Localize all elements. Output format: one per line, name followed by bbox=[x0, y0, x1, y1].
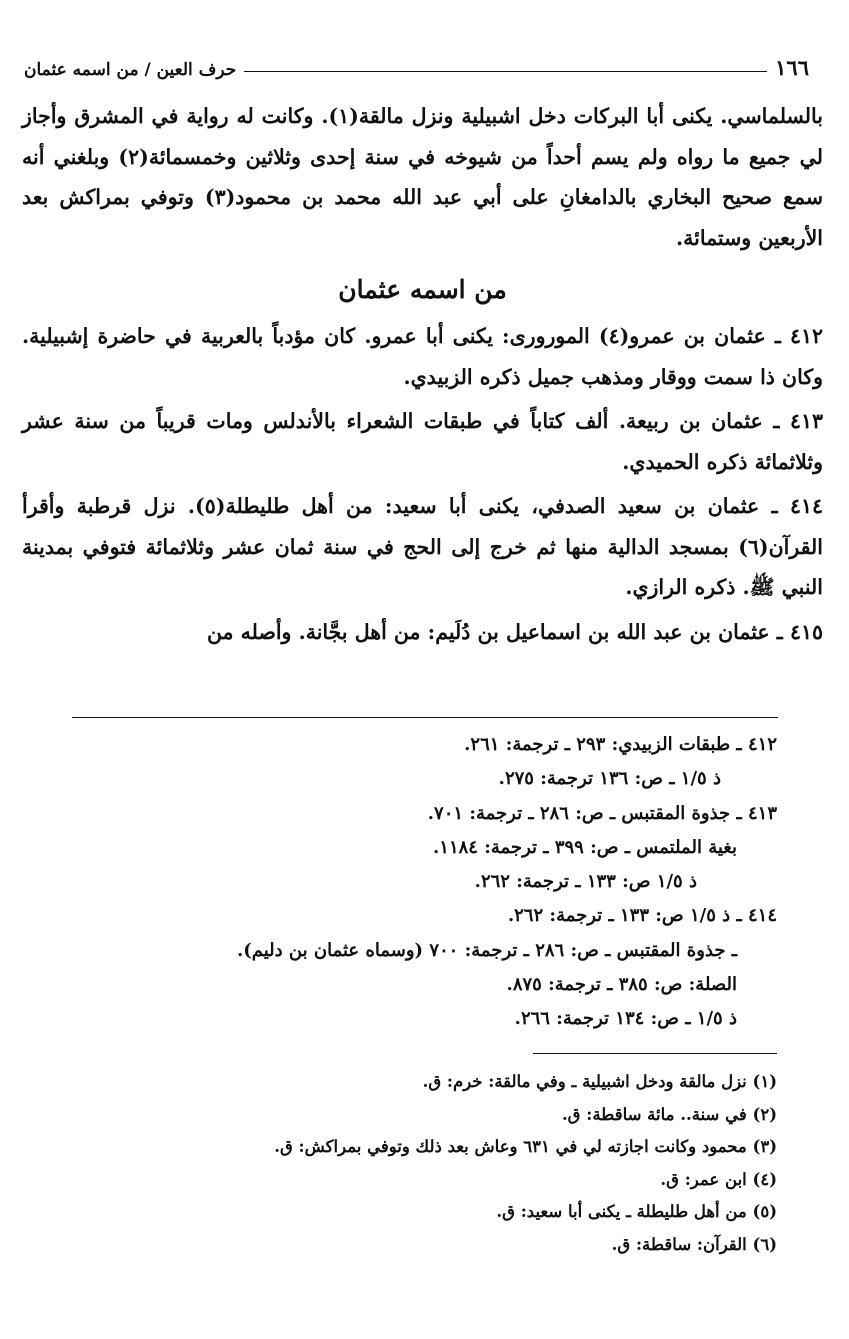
source-line: ذ ١/٥ ص: ١٣٣ ـ ترجمة: ٢٦٢. bbox=[474, 871, 697, 893]
entry-413: ٤١٣ ـ عثمان بن ربيعة. ألف كتاباً في طبقات الشعراء بالأندلس ومات قريباً من سنة عشر وثلاثمائة ذكره الحميدي. bbox=[22, 409, 823, 474]
section-title: من اسمه عثمان bbox=[338, 275, 507, 304]
header-title: حرف العين / من اسمه عثمان bbox=[24, 60, 237, 80]
source-line: ـ جذوة المقتبس ـ ص: ٢٨٦ ـ ترجمة: ٧٠٠ (وسماه عثمان بن دليم). bbox=[236, 939, 737, 961]
footnote-2: (٢) في سنة.. مائة ساقطة: ق. bbox=[561, 1104, 777, 1124]
source-line: ذ ١/٥ ـ ص: ١٣٤ ترجمة: ٢٦٦. bbox=[514, 1008, 737, 1030]
header-rule bbox=[244, 71, 767, 72]
footnotes-divider bbox=[533, 1053, 777, 1054]
intro-paragraph: بالسلماسي. يكنى أبا البركات دخل اشبيلية ونزل مالقة(١). وكانت له رواية في المشرق وأجاز لي جميع ما رواه ولم يسم أحداً من شيوخه في سنة إحدى وثلاثين وخمسمائة(٢) وبلغني أنه سمع صحيح البخاري بالدامغانِ على أبي عبد الله محمد بن محمود(٣) وتوفي بمراكش بعد الأربعين وستمائة. bbox=[22, 104, 824, 250]
page-number: ١٦٦ bbox=[775, 55, 809, 80]
source-line: ٤١٣ ـ جذوة المقتبس ـ ص: ٢٨٦ ـ ترجمة: ٧٠١. bbox=[427, 802, 777, 824]
footnote-3: (٣) محمود وكانت اجازته لي في ٦٣١ وعاش بعد ذلك وتوفي بمراكش: ق. bbox=[274, 1137, 777, 1157]
source-line: ٤١٢ ـ طبقات الزبيدي: ٢٩٣ ـ ترجمة: ٢٦١. bbox=[464, 734, 777, 755]
footnote-5: (٥) من أهل طليطلة ـ يكنى أبا سعيد: ق. bbox=[496, 1202, 777, 1222]
entry-414: ٤١٤ ـ عثمان بن سعيد الصدفي، يكنى أبا سعيد: من أهل طليطلة(٥). نزل قرطبة وأقرأ القرآن(٦) بمسجد الدالية منها ثم خرج إلى الحج في سنة ثمان عشر وثلاثمائة فتوفي بمدينة النبي ﷺ. ذكره الرازي. bbox=[22, 494, 823, 599]
footnotes-list bbox=[72, 1066, 777, 1262]
source-line: ذ ١/٥ ـ ص: ١٣٦ ترجمة: ٢٧٥. bbox=[498, 768, 721, 790]
footnote-6: (٦) القرآن: ساقطة: ق. bbox=[611, 1234, 777, 1254]
footnote-4: (٤) ابن عمر: ق. bbox=[660, 1169, 777, 1189]
entry-412: ٤١٢ ـ عثمان بن عمرو(٤) المورورى: يكنى أبا عمرو. كان مؤدباً بالعربية في حاضرة إشبيلية. وكان ذا سمت ووقار ومذهب جميل ذكره الزبيدي. bbox=[22, 324, 823, 389]
source-line: بغية الملتمس ـ ص: ٣٩٩ ـ ترجمة: ١١٨٤. bbox=[433, 836, 737, 858]
footnote-1: (١) نزل مالقة ودخل اشبيلية ـ وفي مالقة: خرم: ق. bbox=[422, 1072, 777, 1091]
sources-divider bbox=[72, 717, 778, 718]
running-header bbox=[24, 50, 809, 80]
source-line: ٤١٤ ـ ذ ١/٥ ص: ١٣٣ ـ ترجمة: ٢٦٢. bbox=[507, 905, 777, 927]
main-text bbox=[22, 96, 823, 656]
source-line: الصلة: ص: ٣٨٥ ـ ترجمة: ٨٧٥. bbox=[506, 974, 737, 996]
entry-415: ٤١٥ ـ عثمان بن عبد الله بن اسماعيل بن دُلَيم: من أهل بجَّانة. وأصله من bbox=[206, 619, 823, 644]
sources-list bbox=[72, 728, 777, 1037]
